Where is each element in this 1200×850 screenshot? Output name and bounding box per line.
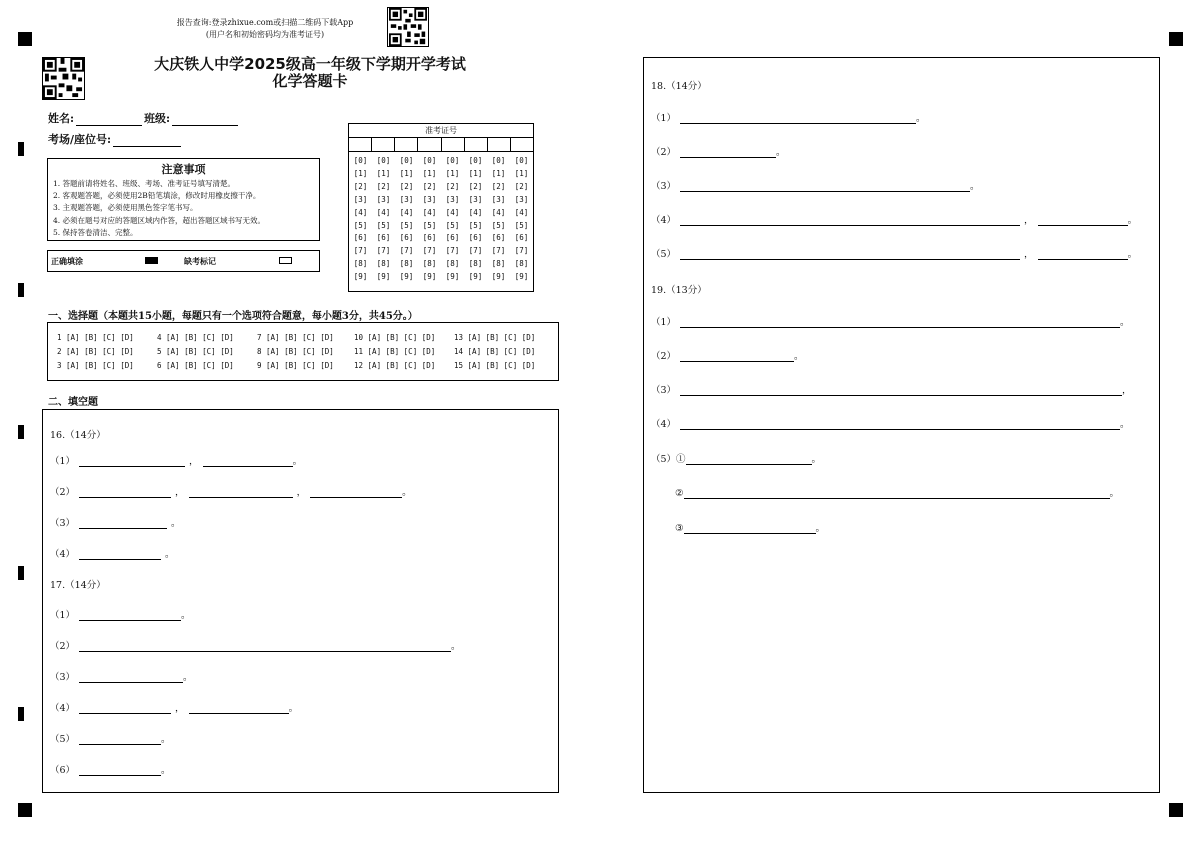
fill-legend: [47, 250, 320, 272]
q17-part6: （6） 。: [50, 765, 171, 776]
class-field[interactable]: [172, 114, 238, 126]
q19-heading: 19.（13分）: [651, 285, 707, 296]
digit-bubble[interactable]: [6]: [445, 233, 460, 243]
digit-write-box[interactable]: [465, 138, 488, 151]
q16-part4: （4） 。: [50, 549, 175, 560]
choice-question[interactable]: [157, 361, 234, 370]
digit-bubble[interactable]: [0]: [468, 156, 483, 165]
digit-bubble[interactable]: [7]: [422, 246, 437, 256]
digit-bubble[interactable]: [7]: [445, 246, 460, 256]
corner-mark-top-right: [1169, 32, 1183, 46]
digit-bubble[interactable]: [4]: [514, 207, 529, 217]
answer-line[interactable]: [203, 466, 293, 467]
option-bubbles[interactable]: [A] [B] [C] [D]: [367, 333, 436, 342]
digit-bubble[interactable]: [1]: [399, 168, 414, 178]
question-number: 9: [257, 361, 262, 370]
choice-question[interactable]: [354, 347, 435, 356]
report-notice: [150, 17, 380, 41]
q18-part1: （1） 。: [651, 113, 926, 124]
digit-bubble[interactable]: [2]: [353, 181, 368, 191]
q18-part2: （2） 。: [651, 147, 786, 158]
digit-bubble[interactable]: [7]: [353, 246, 368, 256]
digit-bubble[interactable]: [1]: [445, 168, 460, 178]
question-number: 15: [454, 361, 464, 370]
answer-line[interactable]: [79, 775, 161, 776]
digit-bubble[interactable]: [8]: [468, 259, 483, 269]
digit-bubble[interactable]: [2]: [376, 181, 391, 191]
digit-bubble[interactable]: [3]: [491, 194, 506, 204]
digit-bubble[interactable]: [5]: [514, 220, 529, 230]
digit-bubble[interactable]: [3]: [468, 194, 483, 204]
report-notice-line1: 报告查询:登录zhixue.com或扫描二维码下载App: [176, 18, 354, 27]
digit-bubble[interactable]: [4]: [376, 207, 391, 217]
digit-bubble[interactable]: [1]: [422, 168, 437, 178]
option-bubbles[interactable]: [A] [B] [C] [D]: [266, 347, 334, 356]
digit-bubble[interactable]: [0]: [399, 156, 414, 165]
q17-part5: （5） 。: [50, 734, 171, 745]
class-label: 班级:: [144, 112, 171, 125]
q19-part5: （5）① 。: [651, 454, 822, 465]
notice-item: 2. 客观题答题，必须使用2B铅笔填涂，修改时用橡皮擦干净。: [53, 191, 261, 201]
digit-bubble[interactable]: [0]: [491, 156, 506, 165]
digit-bubble[interactable]: [5]: [353, 220, 368, 230]
q17-part3: （3） 。: [50, 672, 193, 683]
answer-line[interactable]: [680, 429, 1120, 430]
q17-part4: （4） ， 。: [50, 703, 299, 714]
question-number: 8: [257, 347, 262, 356]
digit-bubble[interactable]: [5]: [468, 220, 483, 230]
choice-question[interactable]: [257, 361, 334, 370]
qr-code-icon[interactable]: [387, 7, 429, 47]
question-number: 3: [57, 361, 62, 370]
digit-bubble[interactable]: [2]: [445, 181, 460, 191]
digit-bubble[interactable]: [1]: [468, 168, 483, 178]
page-title: [100, 56, 520, 90]
digit-bubble[interactable]: [1]: [376, 168, 391, 178]
q18-heading: 18.（14分）: [651, 81, 707, 92]
digit-bubble[interactable]: [7]: [399, 246, 414, 256]
option-bubbles[interactable]: [A] [B] [C] [D]: [467, 361, 536, 370]
answer-line[interactable]: [189, 713, 289, 714]
question-number: 11: [354, 347, 364, 356]
notice-item: 3. 主观题答题，必须使用黑色签字笔书写。: [53, 203, 198, 213]
digit-bubble[interactable]: [8]: [491, 259, 506, 269]
notice-item: 1. 答题前请将姓名、班级、考场、准考证号填写清楚。: [53, 179, 236, 188]
digit-bubble[interactable]: [5]: [491, 220, 506, 230]
answer-line[interactable]: [680, 395, 1122, 396]
digit-bubble[interactable]: [7]: [491, 246, 506, 256]
digit-bubble[interactable]: [9]: [514, 272, 529, 282]
digit-bubble[interactable]: [8]: [399, 259, 414, 269]
digit-write-box[interactable]: [349, 138, 372, 151]
q17-part1: （1） 。: [50, 610, 191, 621]
choice-question[interactable]: [354, 361, 435, 370]
notice-title: 注意事项: [161, 163, 206, 176]
answer-line[interactable]: [79, 528, 167, 529]
q19-part1: （1） 。: [651, 317, 1130, 328]
q19-part4: （4） 。: [651, 419, 1130, 430]
digit-bubble[interactable]: [4]: [491, 207, 506, 217]
question-number: 12: [354, 361, 364, 370]
digit-bubble[interactable]: [0]: [445, 156, 460, 165]
answer-line[interactable]: [79, 682, 183, 683]
digit-bubble[interactable]: [1]: [491, 168, 506, 178]
digit-bubble[interactable]: [2]: [399, 181, 414, 191]
digit-bubble[interactable]: [0]: [422, 156, 437, 165]
digit-write-box[interactable]: [372, 138, 395, 151]
answer-line[interactable]: [680, 327, 1120, 328]
digit-bubble[interactable]: [3]: [445, 194, 460, 204]
digit-write-box[interactable]: [442, 138, 465, 151]
option-bubbles[interactable]: [A] [B] [C] [D]: [467, 333, 536, 342]
digit-bubble[interactable]: [2]: [422, 181, 437, 191]
answer-line[interactable]: [79, 497, 171, 498]
correct-fill-label: 正确填涂: [51, 256, 83, 266]
timing-mark: [18, 707, 24, 721]
option-bubbles[interactable]: [A] [B] [C] [D]: [66, 333, 134, 342]
corner-mark-top-left: [18, 32, 32, 46]
section2-title: 二、填空题: [48, 397, 98, 408]
question-number: 7: [257, 333, 262, 342]
choice-question[interactable]: [57, 333, 134, 342]
digit-bubble[interactable]: [4]: [422, 207, 437, 217]
choice-question[interactable]: [454, 333, 535, 342]
answer-line[interactable]: [684, 498, 1110, 499]
digit-bubble[interactable]: [6]: [376, 233, 391, 243]
digit-bubble[interactable]: [2]: [514, 181, 529, 191]
digit-bubble[interactable]: [0]: [376, 156, 391, 165]
choice-question[interactable]: [354, 333, 435, 342]
digit-bubble[interactable]: [8]: [445, 259, 460, 269]
notice-item: 5. 保持答卷清洁、完整。: [53, 227, 138, 237]
question-number: 14: [454, 347, 464, 356]
option-bubbles[interactable]: [A] [B] [C] [D]: [66, 361, 134, 370]
choice-question[interactable]: [257, 347, 334, 356]
absent-label: 缺考标记: [184, 256, 216, 266]
answer-line[interactable]: [680, 361, 794, 362]
digit-bubble[interactable]: [6]: [491, 233, 506, 243]
question-number: 5: [157, 347, 162, 356]
choice-question[interactable]: [257, 333, 334, 342]
digit-bubble[interactable]: [7]: [376, 246, 391, 256]
q17-part2: （2） 。: [50, 641, 461, 652]
digit-bubble[interactable]: [1]: [514, 168, 529, 178]
digit-bubble[interactable]: [9]: [422, 272, 437, 282]
answer-line[interactable]: [680, 259, 1020, 260]
question-number: 10: [354, 333, 364, 342]
question-number: 13: [454, 333, 464, 342]
choice-question[interactable]: [157, 333, 234, 342]
q19-part5-2: ② 。: [675, 488, 1120, 499]
digit-bubble[interactable]: [5]: [422, 220, 437, 230]
digit-bubble[interactable]: [5]: [376, 220, 391, 230]
digit-write-box[interactable]: [511, 138, 533, 151]
digit-bubble[interactable]: [9]: [445, 272, 460, 282]
digit-bubble[interactable]: [6]: [353, 233, 368, 243]
corner-mark-bottom-left: [18, 803, 32, 817]
q17-heading: 17.（14分）: [50, 580, 106, 591]
answer-line[interactable]: [1038, 259, 1128, 260]
absent-mark-checkbox[interactable]: [279, 257, 292, 264]
digit-bubble[interactable]: [9]: [353, 272, 368, 282]
q18-part3: （3） 。: [651, 181, 980, 192]
choice-answer-box: [47, 322, 559, 381]
option-bubbles[interactable]: [A] [B] [C] [D]: [266, 361, 334, 370]
choice-question[interactable]: [157, 347, 234, 356]
report-notice-line2: (用户名和初始密码均为准考证号): [205, 30, 325, 39]
option-bubbles[interactable]: [A] [B] [C] [D]: [367, 347, 436, 356]
exam-digit-column: [372, 155, 395, 284]
answer-line[interactable]: [79, 651, 451, 652]
digit-bubble[interactable]: [8]: [353, 259, 368, 269]
answer-line[interactable]: [1038, 225, 1128, 226]
choice-question[interactable]: [57, 347, 134, 356]
digit-bubble[interactable]: [9]: [468, 272, 483, 282]
digit-bubble[interactable]: [4]: [399, 207, 414, 217]
timing-mark: [18, 142, 24, 156]
digit-bubble[interactable]: [3]: [376, 194, 391, 204]
option-bubbles[interactable]: [A] [B] [C] [D]: [166, 347, 234, 356]
digit-bubble[interactable]: [9]: [491, 272, 506, 282]
digit-bubble[interactable]: [6]: [514, 233, 529, 243]
student-name-row: [48, 110, 240, 126]
name-field[interactable]: [76, 114, 142, 126]
question-number: 4: [157, 333, 162, 342]
digit-bubble[interactable]: [6]: [468, 233, 483, 243]
digit-bubble[interactable]: [3]: [399, 194, 414, 204]
answer-line[interactable]: [310, 497, 402, 498]
digit-bubble[interactable]: [6]: [399, 233, 414, 243]
option-bubbles[interactable]: [A] [B] [C] [D]: [467, 347, 536, 356]
question-number: 6: [157, 361, 162, 370]
digit-bubble[interactable]: [2]: [468, 181, 483, 191]
answer-line[interactable]: [79, 744, 161, 745]
title-line1: 大庆铁人中学2025级高一年级下学期开学考试: [154, 55, 466, 73]
answer-line[interactable]: [680, 225, 1020, 226]
digit-bubble[interactable]: [8]: [514, 259, 529, 269]
digit-bubble[interactable]: [7]: [514, 246, 529, 256]
seat-field[interactable]: [113, 135, 181, 147]
q19-part3: （3） ，: [651, 385, 1132, 396]
digit-bubble[interactable]: [4]: [468, 207, 483, 217]
choice-question[interactable]: [57, 361, 134, 370]
timing-mark: [18, 425, 24, 439]
option-bubbles[interactable]: [A] [B] [C] [D]: [166, 333, 234, 342]
section1-title: 一、选择题（本题共15小题，每题只有一个选项符合题意，每小题3分，共45分。）: [48, 311, 418, 322]
exam-number-grid: [348, 123, 534, 292]
digit-bubble[interactable]: [0]: [353, 156, 368, 165]
digit-bubble[interactable]: [3]: [422, 194, 437, 204]
q16-part3: （3） 。: [50, 518, 181, 529]
exam-number-header: 准考证号: [349, 124, 533, 138]
exam-number-bubbles: [349, 152, 533, 284]
digit-bubble[interactable]: [2]: [491, 181, 506, 191]
seat-row: [48, 131, 183, 147]
correct-fill-sample-icon: [145, 257, 158, 264]
answer-line[interactable]: [680, 191, 970, 192]
digit-write-box[interactable]: [418, 138, 441, 151]
exam-digit-column: [441, 155, 464, 284]
option-bubbles[interactable]: [A] [B] [C] [D]: [266, 333, 334, 342]
notice-item: 4. 必须在题号对应的答题区域内作答，超出答题区域书写无效。: [53, 215, 266, 225]
digit-bubble[interactable]: [3]: [514, 194, 529, 204]
answer-line[interactable]: [189, 497, 293, 498]
digit-bubble[interactable]: [9]: [376, 272, 391, 282]
digit-bubble[interactable]: [1]: [353, 168, 368, 178]
exam-digit-column: [464, 155, 487, 284]
name-label: 姓名:: [48, 112, 75, 125]
option-bubbles[interactable]: [A] [B] [C] [D]: [66, 347, 134, 356]
seat-label: 考场/座位号:: [48, 133, 112, 146]
exam-digit-column: [349, 155, 372, 284]
digit-bubble[interactable]: [4]: [445, 207, 460, 217]
digit-bubble[interactable]: [5]: [399, 220, 414, 230]
answer-line[interactable]: [680, 123, 916, 124]
exam-digit-column: [418, 155, 441, 284]
question-number: 1: [57, 333, 62, 342]
digit-bubble[interactable]: [5]: [445, 220, 460, 230]
exam-digit-column: [487, 155, 510, 284]
digit-write-box[interactable]: [395, 138, 418, 151]
digit-bubble[interactable]: [7]: [468, 246, 483, 256]
digit-bubble[interactable]: [8]: [422, 259, 437, 269]
corner-mark-bottom-right: [1169, 803, 1183, 817]
digit-bubble[interactable]: [3]: [353, 194, 368, 204]
answer-line[interactable]: [79, 713, 171, 714]
answer-line[interactable]: [680, 157, 776, 158]
exam-digit-column: [395, 155, 418, 284]
q16-part2: （2） ， ， 。: [50, 487, 412, 498]
title-line2: 化学答题卡: [272, 72, 348, 90]
digit-bubble[interactable]: [6]: [422, 233, 437, 243]
digit-bubble[interactable]: [8]: [376, 259, 391, 269]
notice-box: [47, 158, 320, 241]
answer-line[interactable]: [79, 466, 185, 467]
timing-mark: [18, 283, 24, 297]
digit-bubble[interactable]: [9]: [399, 272, 414, 282]
q16-heading: 16.（14分）: [50, 430, 106, 441]
qr-code-icon: [42, 57, 85, 100]
question-number: 2: [57, 347, 62, 356]
q18-part4: （4） ， 。: [651, 215, 1138, 226]
q19-part5-3: ③ 。: [675, 523, 826, 534]
choice-question[interactable]: [454, 347, 535, 356]
q18-part5: （5） ， 。: [651, 249, 1138, 260]
answer-line[interactable]: [686, 464, 812, 465]
q19-part2: （2） 。: [651, 351, 804, 362]
digit-bubble[interactable]: [4]: [353, 207, 368, 217]
digit-write-box[interactable]: [488, 138, 511, 151]
option-bubbles[interactable]: [A] [B] [C] [D]: [367, 361, 436, 370]
option-bubbles[interactable]: [A] [B] [C] [D]: [166, 361, 234, 370]
q16-part1: （1） ， 。: [50, 456, 303, 467]
answer-line[interactable]: [684, 533, 816, 534]
answer-line[interactable]: [79, 620, 181, 621]
exam-number-write-boxes: [349, 138, 533, 152]
exam-digit-column: [510, 155, 533, 284]
digit-bubble[interactable]: [0]: [514, 156, 529, 165]
choice-question[interactable]: [454, 361, 535, 370]
timing-mark: [18, 566, 24, 580]
answer-line[interactable]: [79, 559, 161, 560]
